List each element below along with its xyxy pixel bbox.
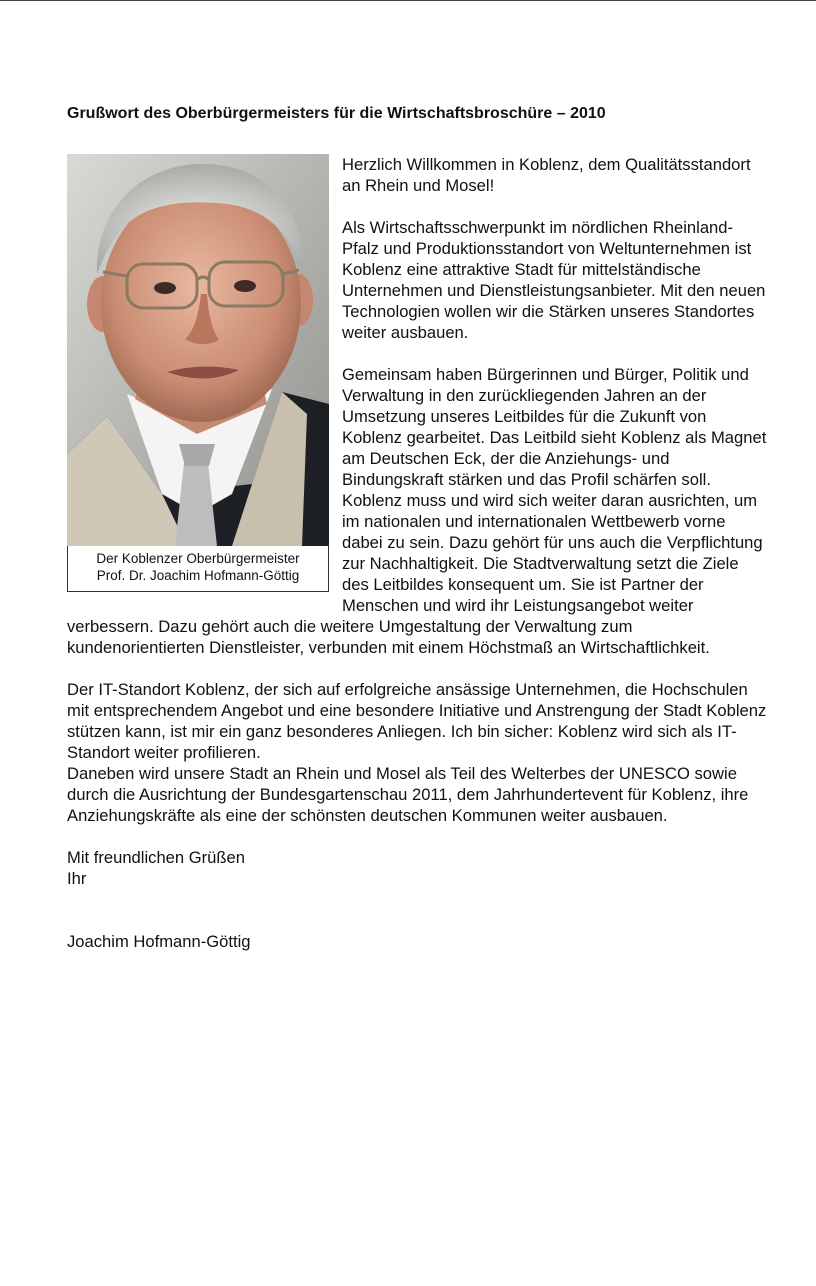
paragraph-leitbild: Gemeinsam haben Bürgerinnen und Bürger, Politik und Verwaltung in den zurückliegenden Jahren an der Umsetzung unseres Leitbildes für die Zukunft von Koblenz gearbeitet. Das Leitbild sieht Koblenz als Magnet am Deutschen Eck, der die Anziehungs- und Bindungskraft stärken und das Profil schärfen soll. Koblenz muss und wird sich weiter daran ausrichten, um im nationalen und internationalen Wettbewerb vorne dabei zu sein. Dazu gehört für uns auch die Verpflichtung zur Nachhaltigkeit. Die Stadtverwaltung setzt die Ziele des Leitbildes konsequent um. Sie ist Partner der Menschen und wird ihr Leistungsangebot weiter verbessern. Dazu gehört auch die weitere Umgestaltung der Verwaltung zum kundenorientierten Dienstleister, verbunden mit einem Höchstmaß an Wirtschaftlichkeit. xyxy=(67,365,767,657)
caption-line-1: Der Koblenzer Oberbürgermeister xyxy=(96,551,300,566)
top-rule xyxy=(0,0,816,1)
caption-line-2: Prof. Dr. Joachim Hofmann-Göttig xyxy=(96,568,300,583)
page-title: Grußwort des Oberbürgermeisters für die Wirtschaftsbroschüre – 2010 xyxy=(67,105,606,122)
closing-ihr: Ihr xyxy=(67,869,87,888)
portrait-figure xyxy=(67,154,329,592)
portrait-photo-icon xyxy=(67,154,329,546)
paragraph-it-standort: Der IT-Standort Koblenz, der sich auf erfolgreiche ansässige Unternehmen, die Hochschulen mit entsprechendem Angebot und eine besondere Initiative und Anstrengung der Stadt Koblenz stützen kann, ist mir ein ganz besonderes Anliegen. Ich bin sicher: Koblenz wird sich als IT-Standort weiter profilieren. xyxy=(67,680,767,762)
paragraph-welcome: Herzlich Willkommen in Koblenz, dem Qualitätsstandort an Rhein und Mosel! xyxy=(342,155,751,195)
signature-name: Joachim Hofmann-Göttig xyxy=(67,932,251,951)
photo-caption xyxy=(67,546,329,592)
letter-page xyxy=(67,104,767,952)
paragraph-unesco: Daneben wird unsere Stadt an Rhein und Mosel als Teil des Welterbes der UNESCO sowie durch die Ausrichtung der Bundesgartenschau 2011, dem Jahrhundertevent für Koblenz, ihre Anziehungskräfte als eine der schönsten deutschen Kommunen weiter ausbauen. xyxy=(67,764,749,825)
paragraph-economy: Als Wirtschaftsschwerpunkt im nördlichen Rheinland-Pfalz und Produktionsstandort von Weltunternehmen ist Koblenz eine attraktive Stadt für mittelständische Unternehmen und Dienstleistungsanbieter. Mit den neuen Technologien wollen wir die Stärken unseres Standortes weiter ausbauen. xyxy=(342,218,766,342)
closing-greeting: Mit freundlichen Grüßen xyxy=(67,848,246,867)
letter-body xyxy=(67,154,767,952)
